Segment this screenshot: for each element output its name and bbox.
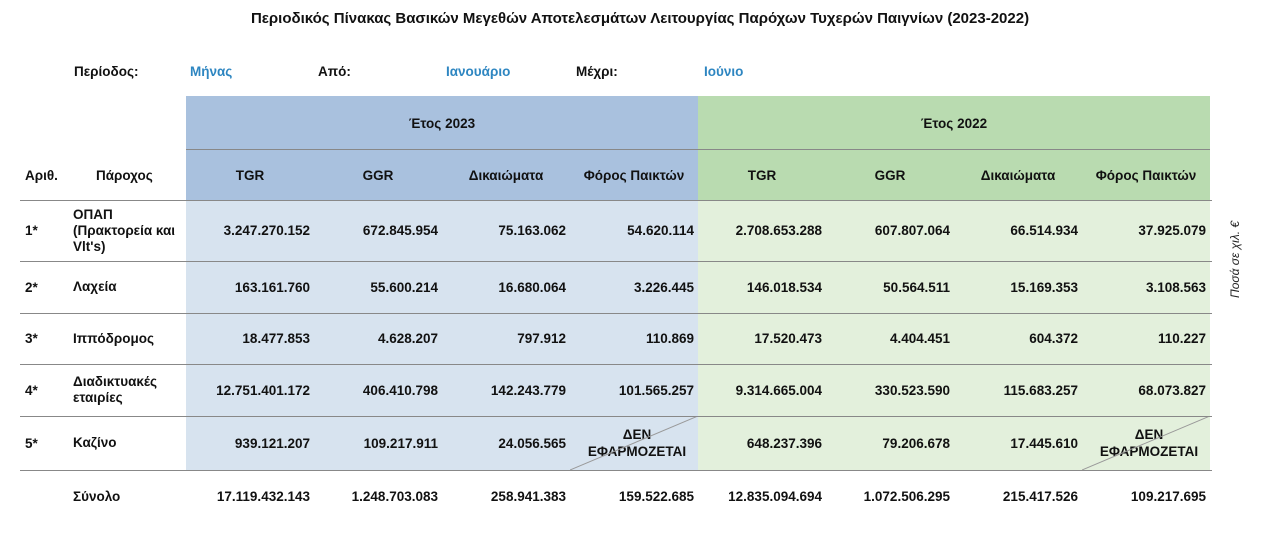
from-value: Ιανουάριο <box>446 64 511 79</box>
col-header-num: Αριθ. <box>25 167 58 183</box>
diagonal-slash <box>570 416 698 470</box>
period-label: Περίοδος: <box>74 64 139 79</box>
col-header-provider: Πάροχος <box>96 167 153 183</box>
value-cell: 17.445.610 <box>1010 435 1078 451</box>
value-cell: 672.845.954 <box>362 223 438 238</box>
value-cell: 110.227 <box>1157 331 1206 346</box>
value-cell: 115.683.257 <box>1003 382 1078 398</box>
value-cell: 604.372 <box>1029 331 1078 346</box>
value-cell: 54.620.114 <box>627 223 694 238</box>
value-cell: 939.121.207 <box>234 435 310 451</box>
row-divider <box>20 416 1212 417</box>
divider <box>186 149 1210 150</box>
value-cell: 163.161.760 <box>234 279 310 295</box>
total-value-cell: 258.941.383 <box>490 488 566 504</box>
value-cell: 146.018.534 <box>746 279 822 295</box>
value-cell: 101.565.257 <box>618 382 694 398</box>
year-2023-header: Έτος 2023 <box>408 115 476 131</box>
value-cell: 9.314.665.004 <box>735 382 822 398</box>
row-provider: Διαδικτυακές εταιρίες <box>73 374 158 405</box>
value-cell: 68.073.827 <box>1138 382 1206 398</box>
period-value: Μήνας <box>190 64 233 79</box>
value-cell: 4.628.207 <box>377 331 438 346</box>
value-cell: 648.237.396 <box>746 435 822 451</box>
row-provider: Καζίνο <box>73 435 117 450</box>
col-header-metric: GGR <box>362 167 394 183</box>
page-title: Περιοδικός Πίνακας Βασικών Μεγεθών Αποτελεσμάτων Λειτουργίας Παρόχων Τυχερών Παιγνίων (2023-2022) <box>250 10 1030 27</box>
row-divider <box>20 364 1212 365</box>
row-number: 4* <box>25 382 38 398</box>
row-provider: Λαχεία <box>73 279 117 294</box>
year-2022-header: Έτος 2022 <box>920 115 988 131</box>
row-provider: ΟΠΑΠ (Πρακτορεία και Vlt's) <box>73 206 176 254</box>
row-divider <box>20 313 1212 314</box>
value-cell: 12.751.401.172 <box>216 382 310 398</box>
col-header-metric: Δικαιώματα <box>468 167 544 183</box>
value-cell: 37.925.079 <box>1138 223 1206 238</box>
value-cell: 79.206.678 <box>882 435 950 451</box>
value-cell: 18.477.853 <box>242 331 310 346</box>
not-applicable-cell: ΔΕΝ ΕΦΑΡΜΟΖΕΤΑΙ <box>1099 427 1199 459</box>
value-cell: 50.564.511 <box>883 279 950 295</box>
value-cell: 330.523.590 <box>874 382 950 398</box>
row-number: 5* <box>25 435 38 451</box>
value-cell: 15.169.353 <box>1010 279 1078 295</box>
col-header-metric: Δικαιώματα <box>980 167 1056 183</box>
row-divider <box>20 470 1212 471</box>
total-value-cell: 159.522.685 <box>618 488 694 504</box>
total-value-cell: 1.248.703.083 <box>351 488 438 504</box>
row-number: 2* <box>25 279 38 295</box>
value-cell: 75.163.062 <box>498 223 566 238</box>
total-value-cell: 17.119.432.143 <box>216 488 310 504</box>
total-value-cell: 12.835.094.694 <box>728 488 822 504</box>
col-header-metric: TGR <box>235 167 265 183</box>
value-cell: 24.056.565 <box>498 435 566 451</box>
value-cell: 2.708.653.288 <box>735 223 822 238</box>
col-header-metric: Φόρος Παικτών <box>583 167 685 183</box>
value-cell: 406.410.798 <box>362 382 438 398</box>
row-number: 3* <box>25 331 38 346</box>
diagonal-slash <box>1082 416 1210 470</box>
col-header-metric: Φόρος Παικτών <box>1095 167 1197 183</box>
not-applicable-cell: ΔΕΝ ΕΦΑΡΜΟΖΕΤΑΙ <box>587 427 687 459</box>
value-cell: 66.514.934 <box>1010 223 1078 238</box>
total-value-cell: 1.072.506.295 <box>863 488 950 504</box>
value-cell: 607.807.064 <box>874 223 950 238</box>
value-cell: 3.226.445 <box>633 279 694 295</box>
total-value-cell: 109.217.695 <box>1130 488 1206 504</box>
units-note: Ποσά σε χιλ. € <box>1228 220 1242 298</box>
row-provider: Ιππόδρομος <box>73 330 154 346</box>
row-number: 1* <box>25 223 38 238</box>
value-cell: 3.247.270.152 <box>223 223 310 238</box>
value-cell: 16.680.064 <box>498 279 566 295</box>
value-cell: 4.404.451 <box>889 331 950 346</box>
value-cell: 142.243.779 <box>490 382 566 398</box>
value-cell: 797.912 <box>517 331 566 346</box>
value-cell: 55.600.214 <box>370 279 438 295</box>
row-divider <box>20 200 1212 201</box>
row-divider <box>20 261 1212 262</box>
col-header-metric: GGR <box>874 167 906 183</box>
total-value-cell: 215.417.526 <box>1002 488 1078 504</box>
to-label: Μέχρι: <box>576 64 618 79</box>
col-header-metric: TGR <box>747 167 777 183</box>
value-cell: 109.217.911 <box>363 435 438 451</box>
to-value: Ιούνιο <box>704 64 744 79</box>
from-label: Από: <box>318 64 351 79</box>
total-label: Σύνολο <box>73 488 121 504</box>
value-cell: 17.520.473 <box>754 331 822 346</box>
value-cell: 110.869 <box>645 331 694 346</box>
value-cell: 3.108.563 <box>1145 279 1206 295</box>
